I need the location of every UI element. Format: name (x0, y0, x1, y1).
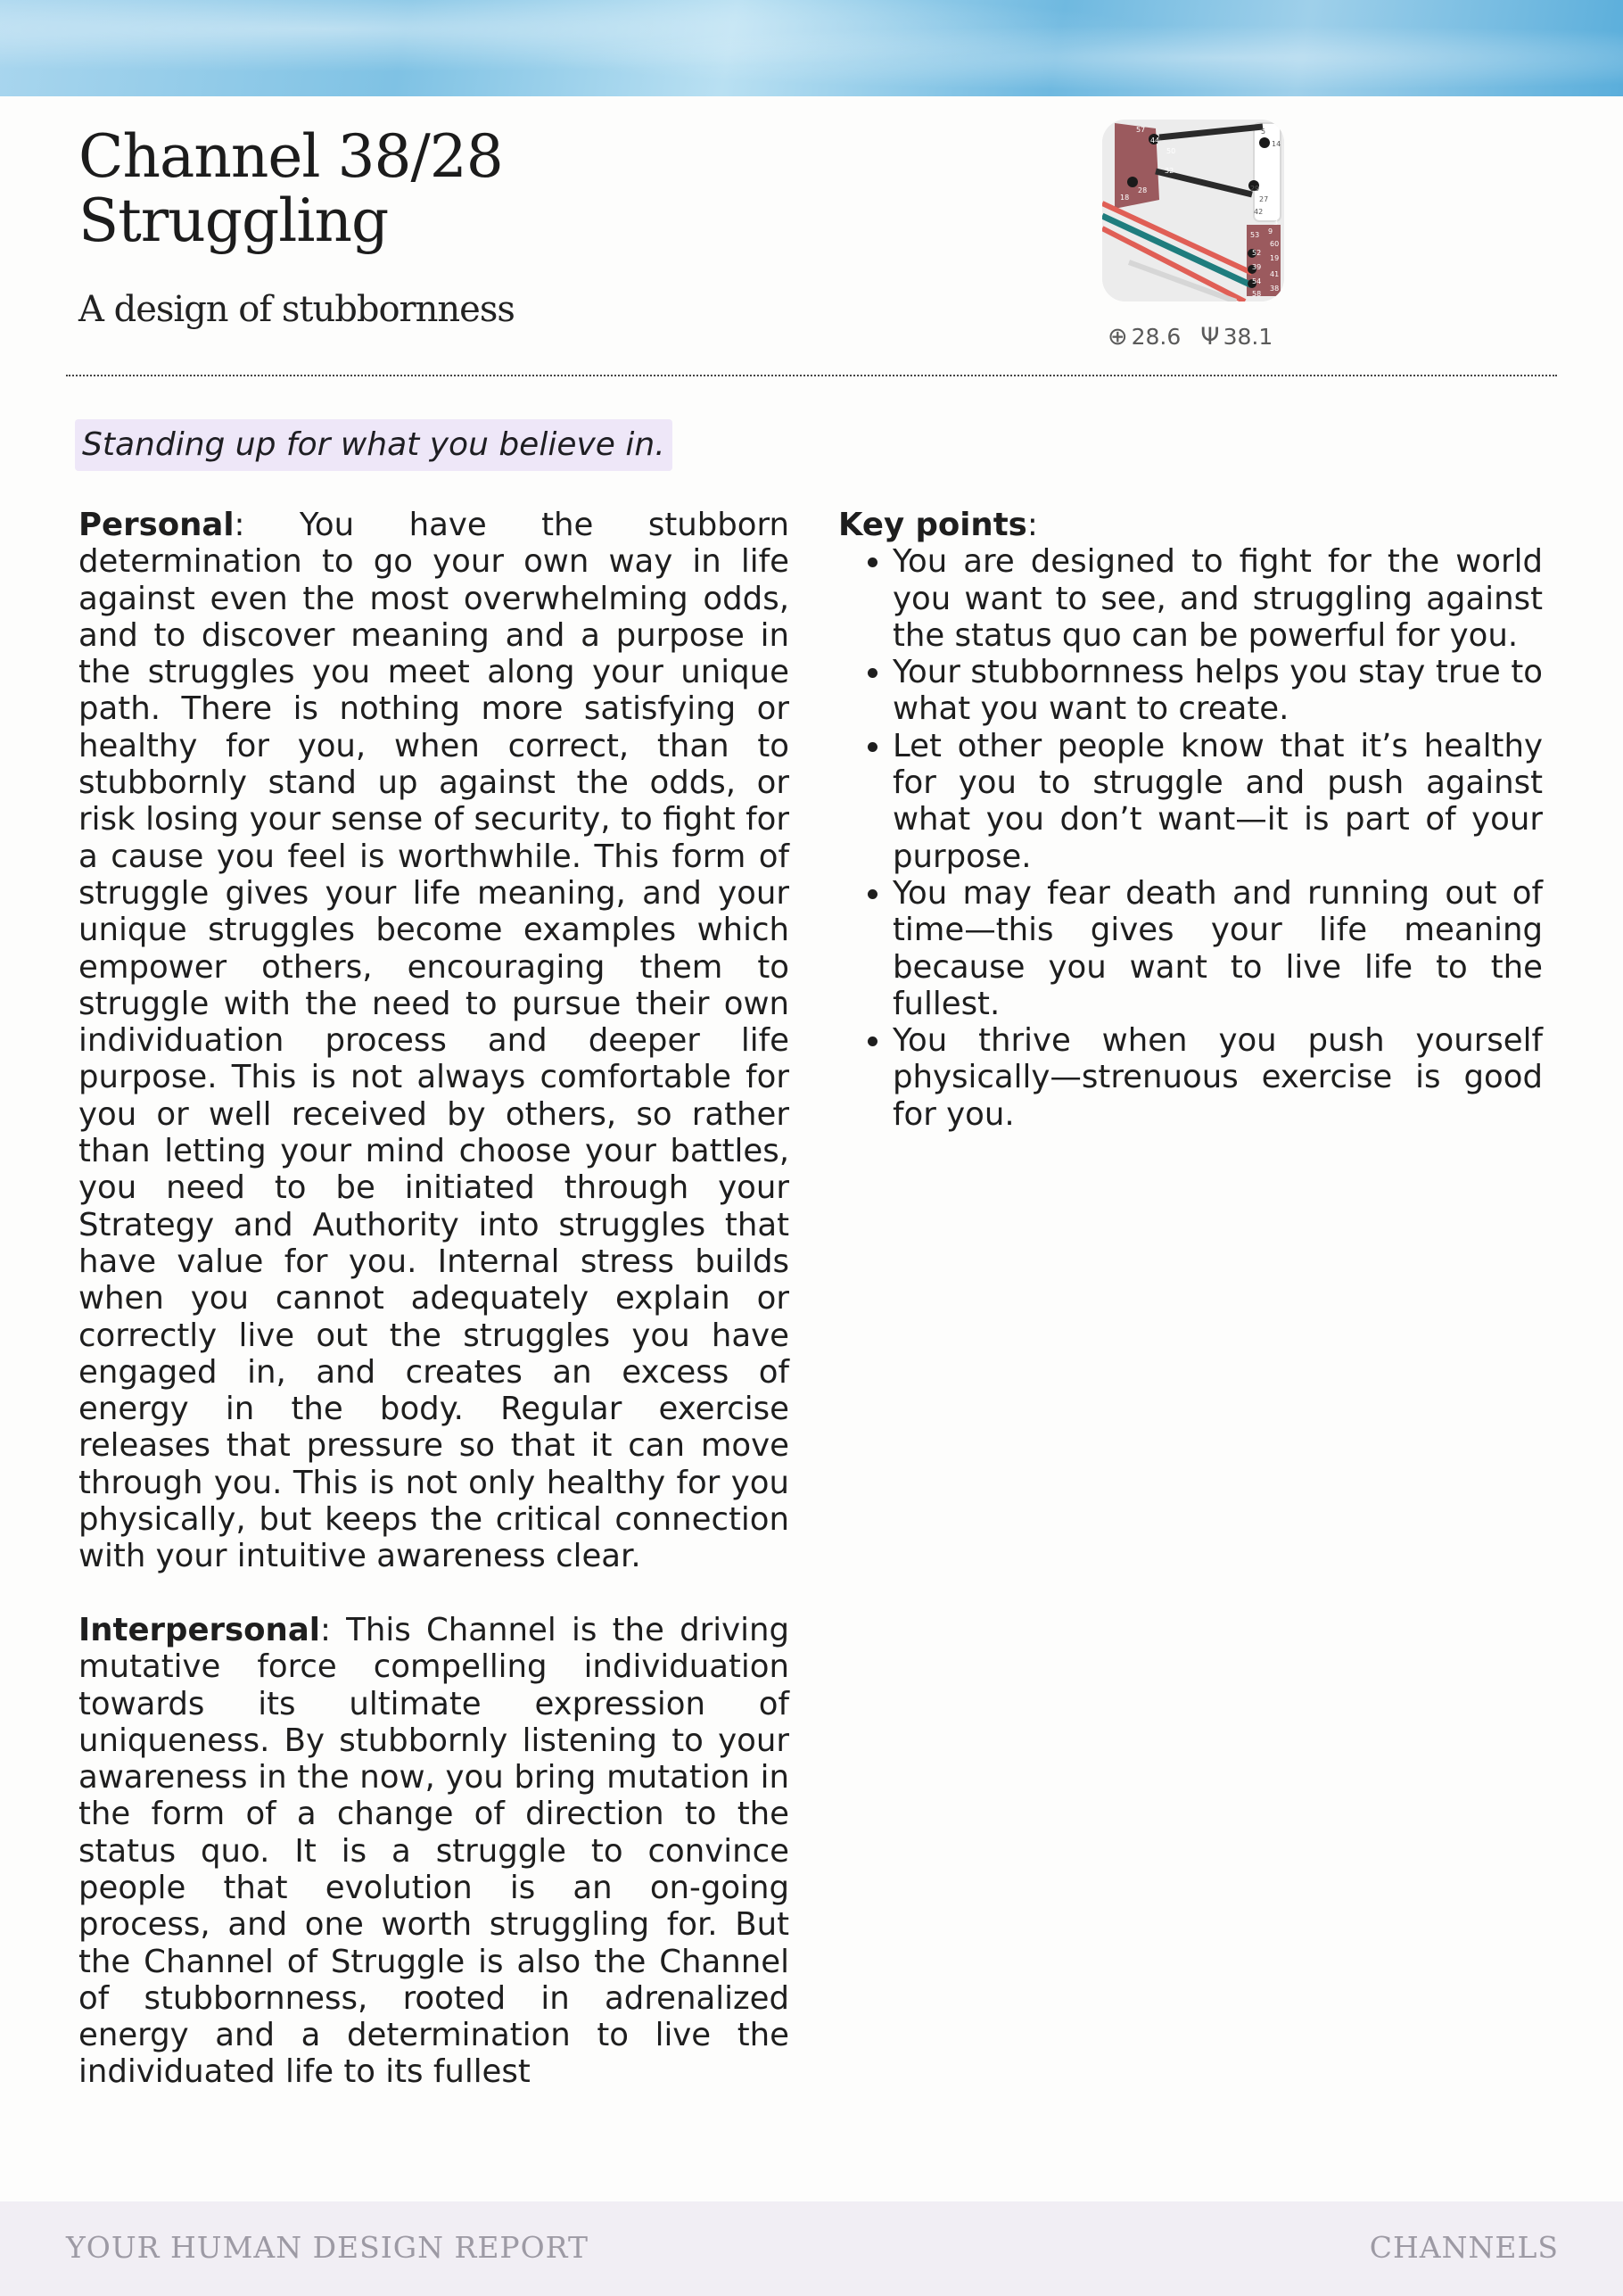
bodygraph-chart (1102, 120, 1284, 301)
gate-number-label: 39 (1252, 263, 1262, 271)
key-points-label: Key points (838, 507, 1027, 543)
key-points-colon: : (1026, 507, 1038, 543)
gate-number-label: 14 (1272, 140, 1281, 148)
personality-gate-icon: ⊕ (1108, 323, 1128, 351)
throat-center-outline (1254, 123, 1281, 221)
gate-number-label: 38 (1270, 285, 1280, 293)
design-gate-icon: Ψ (1200, 323, 1220, 351)
design-gate: 38.1 (1223, 324, 1273, 350)
activated-gates (1108, 323, 1286, 351)
interpersonal-text: : This Channel is the driving mutative force compelling individuation towards its ultimate expression of uniqueness. By stubbornly listening to your awareness in the now, you bring mutation in the form of a change of direction to the status quo. It is a struggle to convince people that evolution is an on-going process, and one worth struggling for. But the Channel of Struggle is also the Channel of stubbornness, rooted in adrenalized energy and a determination to live the individuated life to its fullest (78, 1611, 789, 2091)
key-point-item: • Your stubbornness helps you stay true to what you want to create. (893, 654, 1543, 728)
gate-number-label: 29 (1250, 185, 1260, 193)
title-line-channel: Channel 38/28 (78, 122, 503, 191)
tagline: Standing up for what you believe in. (75, 419, 672, 471)
gate-dot (1127, 177, 1138, 187)
footer-report-title: YOUR HUMAN DESIGN REPORT (66, 2230, 589, 2265)
key-points-list (838, 543, 1543, 1133)
key-points-heading (838, 507, 1543, 543)
footer-section-name: CHANNELS (1369, 2230, 1559, 2265)
personal-text: : You have the stubborn determination to go your own way in life against even the most overwhelming odds, and to discover meaning and a purpose in the struggles you meet along your unique path. There is nothing more satisfying or healthy for you, when correct, than to stubbornly stand up against the odds, or risk losing your sense of security, to fight for a cause you feel is worthwhile. This form of struggle gives your life meaning, and your unique struggles become examples which empower others, encouraging them to struggle with the need to pursue their own individuation process and deeper life purpose. This is not always comfortable for you or well received by others, so rather than letting your mind choose your battles, you need to be initiated through your Strategy and Authority into struggles that have value for you. Internal stress builds when you cannot adequately explain or correctly live out the struggles you have engaged in, and creates an excess of energy in the body. Regular exercise releases that pressure so that it can move through you. This is not only healthy for you physically, but keeps the critical connection with your intuitive awareness clear. (78, 507, 789, 1575)
gate-dot (1259, 137, 1270, 148)
interpersonal-label: Interpersonal (78, 1611, 320, 1648)
gate-number-label: 54 (1252, 277, 1262, 285)
gate-number-label: 28 (1138, 186, 1148, 194)
gate-number-label: 57 (1136, 126, 1146, 134)
gate-number-label: 9 (1268, 227, 1273, 235)
gate-number-label: 18 (1120, 194, 1130, 202)
gate-number-label: 50 (1166, 147, 1176, 155)
gate-number-label: 19 (1270, 254, 1280, 262)
key-point-item: • You may fear death and running out of time—this gives your life meaning because you want to live life to the fullest. (893, 875, 1543, 1022)
key-point-item: • You are designed to fight for the world you want to see, and struggling against the status quo can be powerful for you. (893, 543, 1543, 654)
description-column (78, 507, 789, 2127)
personal-label: Personal (78, 507, 235, 543)
page-footer (0, 2201, 1623, 2296)
page-subtitle: A design of stubbornness (78, 289, 515, 330)
key-points-column (838, 507, 1543, 1133)
key-point-item: • Let other people know that it’s healthy for you to struggle and push against what you don’t want—it is part of your purpose. (893, 728, 1543, 875)
key-point-item: • You thrive when you push yourself physically—strenuous exercise is good for you. (893, 1022, 1543, 1133)
gate-number-label: 27 (1259, 195, 1269, 203)
dotted-divider (66, 375, 1557, 376)
interpersonal-paragraph (78, 1612, 789, 2091)
gate-number-label: 60 (1270, 240, 1280, 248)
gate-number-label: 42 (1254, 208, 1264, 216)
personal-paragraph (78, 507, 789, 1575)
gate-number-label: 5 (1261, 128, 1266, 136)
page-title (78, 122, 503, 255)
personality-gate: 28.6 (1131, 324, 1182, 350)
gate-number-label: 32 (1165, 167, 1174, 175)
gate-number-label: 41 (1270, 270, 1280, 278)
gate-number-label: 52 (1252, 249, 1262, 257)
title-line-name: Struggling (78, 186, 389, 255)
gate-number-label: 3 (1273, 219, 1279, 227)
gate-number-label: 58 (1252, 290, 1262, 298)
header-banner (0, 0, 1623, 96)
bodygraph-thumbnail (1102, 120, 1284, 301)
gate-number-label: 44 (1150, 136, 1160, 145)
gate-number-label: 53 (1250, 231, 1260, 239)
